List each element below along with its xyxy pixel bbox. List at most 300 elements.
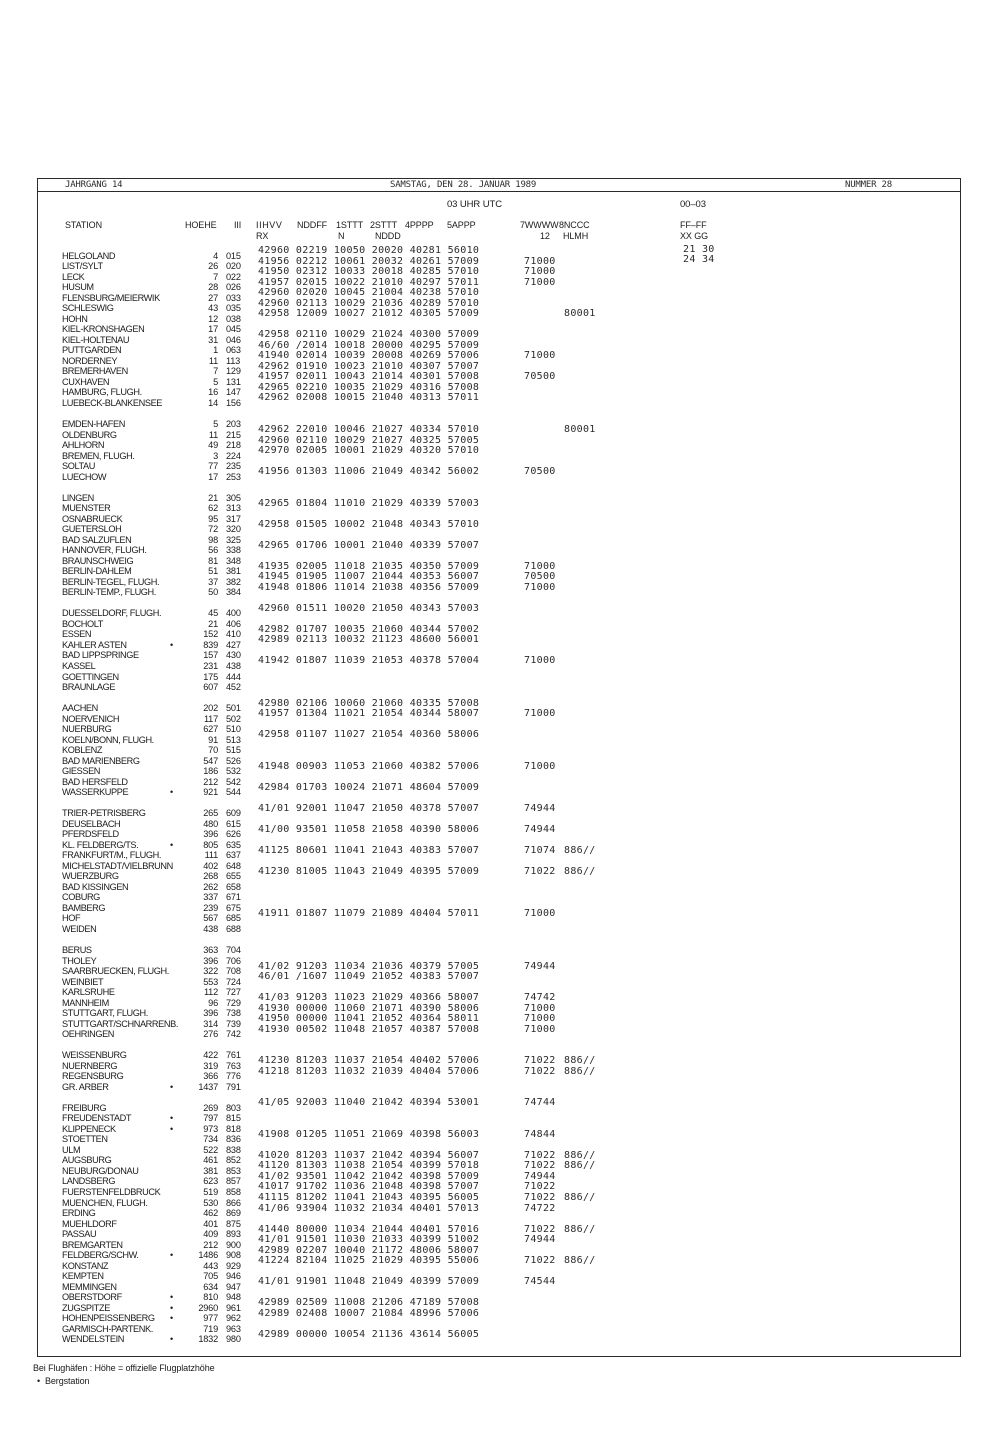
station-height: 81 bbox=[208, 555, 218, 566]
weather-group: 71000 bbox=[524, 655, 556, 667]
station-height: 7 bbox=[213, 271, 218, 282]
station-row bbox=[0, 1271, 1000, 1282]
station-name: KONSTANZ bbox=[62, 1260, 109, 1271]
station-name: MUENSTER bbox=[62, 503, 111, 514]
synop-report: 41956 01303 11006 21049 40342 56002 bbox=[258, 466, 480, 478]
station-number: 253 bbox=[226, 471, 241, 482]
station-row bbox=[0, 493, 1000, 504]
station-number: 836 bbox=[226, 1134, 241, 1145]
station-number: 893 bbox=[226, 1229, 241, 1240]
synop-report: 41/06 93904 11032 21034 40401 57013 bbox=[258, 1202, 480, 1214]
column-header-group: 2STTT bbox=[370, 220, 398, 230]
station-number: 908 bbox=[226, 1250, 241, 1261]
station-number: 384 bbox=[226, 587, 241, 598]
station-height: 567 bbox=[203, 913, 218, 924]
station-number: 033 bbox=[226, 292, 241, 303]
station-row bbox=[0, 1113, 1000, 1124]
station-name: CUXHAVEN bbox=[62, 376, 110, 387]
station-name: SOLTAU bbox=[62, 461, 95, 472]
synop-report: 41125 80601 11041 21043 40383 57007 bbox=[258, 844, 480, 856]
cloud-group: 886// bbox=[564, 1065, 596, 1077]
station-name: WENDELSTEIN bbox=[62, 1334, 124, 1345]
weather-group: 71022 bbox=[524, 865, 556, 877]
station-name: GUETERSLOH bbox=[62, 524, 122, 535]
station-row bbox=[0, 882, 1000, 893]
station-height: 265 bbox=[203, 808, 218, 819]
gust-period: 00–03 bbox=[680, 199, 706, 210]
station-height: 4 bbox=[213, 250, 218, 261]
station-name: ULM bbox=[62, 1144, 81, 1155]
cloud-group: 886// bbox=[564, 1160, 596, 1172]
weather-group: 71022 bbox=[524, 1149, 556, 1161]
synop-report: 42958 02110 10029 21024 40300 57009 bbox=[258, 329, 480, 341]
station-height: 1 bbox=[213, 345, 218, 356]
synop-report: 41948 00903 11053 21060 40382 57006 bbox=[258, 760, 480, 772]
station-name: LUEBECK-BLANKENSEE bbox=[62, 397, 163, 408]
observation-time: 03 UHR UTC bbox=[447, 199, 502, 210]
station-number: 729 bbox=[226, 997, 241, 1008]
station-number: 635 bbox=[226, 839, 241, 850]
column-header-station: STATION bbox=[65, 220, 102, 230]
synop-report: 42989 00000 10054 21136 43614 56005 bbox=[258, 1328, 480, 1340]
station-height: 810 bbox=[203, 1292, 218, 1303]
synop-report: 41/05 92003 11040 21042 40394 53001 bbox=[258, 1097, 480, 1109]
station-height: 112 bbox=[203, 987, 218, 998]
station-name: LANDSBERG bbox=[62, 1176, 116, 1187]
synop-report: 41/02 91203 11034 21036 40379 57005 bbox=[258, 960, 480, 972]
weather-group: 71022 bbox=[524, 1181, 556, 1193]
station-height: 212 bbox=[203, 1239, 218, 1250]
station-height: 5 bbox=[213, 419, 218, 430]
station-row bbox=[0, 1192, 1000, 1209]
station-height: 31 bbox=[208, 334, 218, 345]
station-height: 276 bbox=[203, 1029, 218, 1040]
station-height: 96 bbox=[208, 997, 218, 1008]
station-name: STUTTGART/SCHNARRENB. bbox=[62, 1018, 178, 1029]
station-height: 734 bbox=[203, 1134, 218, 1145]
synop-report: 41230 81203 11037 21054 40402 57006 bbox=[258, 1055, 480, 1067]
station-height: 719 bbox=[203, 1323, 218, 1334]
station-row bbox=[0, 619, 1000, 630]
station-number: 038 bbox=[226, 313, 241, 324]
weather-group: 74742 bbox=[524, 992, 556, 1004]
station-name: AHLHORN bbox=[62, 440, 105, 451]
synop-report: 41940 02014 10039 20008 40269 57006 bbox=[258, 350, 480, 362]
station-number: 947 bbox=[226, 1281, 241, 1292]
station-height: 627 bbox=[203, 724, 218, 735]
synop-report: 41440 80000 11034 21044 40401 57016 bbox=[258, 1223, 480, 1235]
station-row bbox=[0, 745, 1000, 756]
synop-report: 42960 02219 10050 20020 40281 56010 bbox=[258, 245, 480, 257]
station-height: 1437 bbox=[198, 1081, 218, 1092]
station-height: 269 bbox=[203, 1102, 218, 1113]
station-name: GIESSEN bbox=[62, 766, 101, 777]
station-number: 430 bbox=[226, 650, 241, 661]
station-name: PFERDSFELD bbox=[62, 829, 119, 840]
station-height: 2960 bbox=[198, 1302, 218, 1313]
station-number: 022 bbox=[226, 271, 241, 282]
station-number: 129 bbox=[226, 366, 241, 377]
station-height: 28 bbox=[208, 282, 218, 293]
station-number: 317 bbox=[226, 513, 241, 524]
station-height: 202 bbox=[203, 703, 218, 714]
station-height: 422 bbox=[203, 1050, 218, 1061]
station-height: 381 bbox=[203, 1165, 218, 1176]
station-number: 818 bbox=[226, 1123, 241, 1134]
synop-report: 41942 01807 11039 21053 40378 57004 bbox=[258, 655, 480, 667]
synop-report: 41020 81203 11037 21042 40394 56007 bbox=[258, 1149, 480, 1161]
station-name: KAHLER ASTEN bbox=[62, 639, 127, 650]
station-height: 461 bbox=[203, 1155, 218, 1166]
mountain-symbol: • bbox=[37, 1376, 41, 1386]
station-height: 522 bbox=[203, 1144, 218, 1155]
station-name: WEIDEN bbox=[62, 923, 97, 934]
synop-report: 41218 81203 11032 21039 40404 57006 bbox=[258, 1065, 480, 1077]
weather-group: 74944 bbox=[524, 823, 556, 835]
station-number: 706 bbox=[226, 955, 241, 966]
station-name: KOELN/BONN, FLUGH. bbox=[62, 734, 154, 745]
station-height: 337 bbox=[203, 892, 218, 903]
cloud-group: 80001 bbox=[564, 424, 596, 436]
station-number: 688 bbox=[226, 923, 241, 934]
synop-report: 46/60 /2014 10018 20000 40295 57009 bbox=[258, 339, 480, 351]
station-row bbox=[0, 724, 1000, 735]
weather-group: 71000 bbox=[524, 907, 556, 919]
station-number: 962 bbox=[226, 1313, 241, 1324]
synop-report: 42962 01910 10023 21010 40307 57007 bbox=[258, 360, 480, 372]
station-number: 235 bbox=[226, 461, 241, 472]
station-height: 322 bbox=[203, 966, 218, 977]
station-number: 325 bbox=[226, 534, 241, 545]
weather-group: 74844 bbox=[524, 1128, 556, 1140]
station-height: 37 bbox=[208, 576, 218, 587]
station-name: GARMISCH-PARTENK. bbox=[62, 1323, 153, 1334]
synop-report: 42965 01804 11010 21029 40339 57003 bbox=[258, 497, 480, 509]
station-row bbox=[0, 1292, 1000, 1303]
station-name: PUTTGARDEN bbox=[62, 345, 122, 356]
station-number: 526 bbox=[226, 755, 241, 766]
station-name: COBURG bbox=[62, 892, 100, 903]
station-name: STOETTEN bbox=[62, 1134, 108, 1145]
station-number: 348 bbox=[226, 555, 241, 566]
station-number: 320 bbox=[226, 524, 241, 535]
station-height: 262 bbox=[203, 881, 218, 892]
station-row bbox=[0, 987, 1000, 998]
station-name: HANNOVER, FLUGH. bbox=[62, 545, 147, 556]
synop-report: 41/01 91501 11030 21033 40399 51002 bbox=[258, 1234, 480, 1246]
station-height: 314 bbox=[203, 1018, 218, 1029]
synop-report: 41957 02011 10043 21014 40301 57008 bbox=[258, 371, 480, 383]
station-name: NOERVENICH bbox=[62, 713, 120, 724]
station-number: 858 bbox=[226, 1186, 241, 1197]
station-number: 763 bbox=[226, 1060, 241, 1071]
station-height: 43 bbox=[208, 303, 218, 314]
station-number: 502 bbox=[226, 713, 241, 724]
station-name: KARLSRUHE bbox=[62, 987, 115, 998]
synop-report: 42960 02113 10029 21036 40289 57010 bbox=[258, 297, 480, 309]
station-height: 91 bbox=[208, 734, 218, 745]
station-name: BAD SALZUFLEN bbox=[62, 534, 132, 545]
station-height: 547 bbox=[203, 755, 218, 766]
station-name: BREMGARTEN bbox=[62, 1239, 123, 1250]
synop-report: 42989 02113 10032 21123 48600 56001 bbox=[258, 634, 480, 646]
station-height: 70 bbox=[208, 745, 218, 756]
mountain-station-marker: • bbox=[170, 1302, 174, 1313]
station-height: 231 bbox=[203, 660, 218, 671]
station-name: NORDERNEY bbox=[62, 355, 118, 366]
station-number: 113 bbox=[226, 355, 241, 366]
station-number: 313 bbox=[226, 503, 241, 514]
station-row bbox=[0, 514, 1000, 525]
station-name: WEISSENBURG bbox=[62, 1050, 127, 1061]
synop-report: 41/00 93501 11058 21058 40390 58006 bbox=[258, 823, 480, 835]
synop-report: 42989 02408 10007 21084 48996 57006 bbox=[258, 1307, 480, 1319]
station-height: 396 bbox=[203, 955, 218, 966]
station-height: 1486 bbox=[198, 1250, 218, 1261]
cloud-group: 886// bbox=[564, 1255, 596, 1267]
station-name: MICHELSTADT/VIELBRUNN bbox=[62, 860, 173, 871]
station-number: 761 bbox=[226, 1050, 241, 1061]
column-subheader-ff: XX GG bbox=[680, 231, 709, 241]
weather-group: 71000 bbox=[524, 708, 556, 720]
station-number: 406 bbox=[226, 618, 241, 629]
station-name: LECK bbox=[62, 271, 85, 282]
station-row bbox=[0, 819, 1000, 830]
station-row bbox=[0, 1124, 1000, 1135]
mountain-station-marker: • bbox=[170, 1123, 174, 1134]
station-height: 396 bbox=[203, 1008, 218, 1019]
station-number: 382 bbox=[226, 576, 241, 587]
station-number: 203 bbox=[226, 419, 241, 430]
station-number: 791 bbox=[226, 1081, 241, 1092]
station-height: 95 bbox=[208, 513, 218, 524]
station-number: 501 bbox=[226, 703, 241, 714]
station-name: THOLEY bbox=[62, 955, 97, 966]
station-row bbox=[0, 682, 1000, 693]
synop-report: 41956 02212 10061 20032 40261 57009 bbox=[258, 255, 480, 267]
station-name: HUSUM bbox=[62, 282, 94, 293]
weather-group: 74944 bbox=[524, 1234, 556, 1246]
station-number: 035 bbox=[226, 303, 241, 314]
station-number: 803 bbox=[226, 1102, 241, 1113]
weather-group: 71000 bbox=[524, 255, 556, 267]
station-name: MANNHEIM bbox=[62, 997, 109, 1008]
station-height: 438 bbox=[203, 923, 218, 934]
station-name: MEMMINGEN bbox=[62, 1281, 117, 1292]
station-height: 5 bbox=[213, 376, 218, 387]
synop-report: 41120 81303 11038 21054 40399 57018 bbox=[258, 1160, 480, 1172]
station-name: DUESSELDORF, FLUGH. bbox=[62, 608, 162, 619]
station-name: HOHENPEISSENBERG bbox=[62, 1313, 155, 1324]
station-height: 45 bbox=[208, 608, 218, 619]
station-row bbox=[0, 1145, 1000, 1156]
station-number: 338 bbox=[226, 545, 241, 556]
station-number: 671 bbox=[226, 892, 241, 903]
cloud-group: 886// bbox=[564, 865, 596, 877]
station-name: GR. ARBER bbox=[62, 1081, 109, 1092]
cloud-group: 886// bbox=[564, 1192, 596, 1203]
station-number: 045 bbox=[226, 324, 241, 335]
station-number: 685 bbox=[226, 913, 241, 924]
station-height: 839 bbox=[203, 639, 218, 650]
station-number: 675 bbox=[226, 902, 241, 913]
station-name: FREIBURG bbox=[62, 1102, 107, 1113]
synop-report: 42962 22010 10046 21027 40334 57010 bbox=[258, 424, 480, 436]
station-name: EMDEN-HAFEN bbox=[62, 419, 125, 430]
station-number: 946 bbox=[226, 1271, 241, 1282]
weather-group: 71022 bbox=[524, 1192, 556, 1203]
mountain-station-marker: • bbox=[170, 839, 174, 850]
column-header-group: IIHVV bbox=[256, 220, 283, 230]
station-name: KASSEL bbox=[62, 660, 96, 671]
station-row bbox=[0, 1324, 1000, 1335]
station-number: 961 bbox=[226, 1302, 241, 1313]
station-height: 3 bbox=[213, 450, 218, 461]
station-name: AACHEN bbox=[62, 703, 98, 714]
station-height: 921 bbox=[203, 787, 218, 798]
station-height: 72 bbox=[208, 524, 218, 535]
station-number: 838 bbox=[226, 1144, 241, 1155]
station-row bbox=[0, 556, 1000, 567]
station-height: 239 bbox=[203, 902, 218, 913]
station-height: 62 bbox=[208, 503, 218, 514]
synop-report: 41930 00502 11048 21057 40387 57008 bbox=[258, 1023, 480, 1035]
station-name: GOETTINGEN bbox=[62, 671, 119, 682]
station-height: 27 bbox=[208, 292, 218, 303]
station-number: 658 bbox=[226, 881, 241, 892]
station-number: 513 bbox=[226, 734, 241, 745]
mountain-station-marker: • bbox=[170, 1250, 174, 1261]
station-number: 510 bbox=[226, 724, 241, 735]
station-name: OEHRINGEN bbox=[62, 1029, 115, 1040]
cloud-group: 886// bbox=[564, 1223, 596, 1235]
gust-group: 24 34 bbox=[683, 254, 715, 266]
station-number: 020 bbox=[226, 261, 241, 272]
station-height: 21 bbox=[208, 492, 218, 503]
weather-group: 71000 bbox=[524, 276, 556, 288]
issue-date: SAMSTAG, DEN 28. JANUAR 1989 bbox=[390, 180, 537, 190]
column-header-ww: 7WWWW bbox=[520, 220, 559, 230]
station-name: AUGSBURG bbox=[62, 1155, 112, 1166]
station-height: 409 bbox=[203, 1229, 218, 1240]
station-height: 363 bbox=[203, 945, 218, 956]
station-name: LUECHOW bbox=[62, 471, 107, 482]
column-subheader-n: N bbox=[338, 231, 345, 241]
station-name: PASSAU bbox=[62, 1229, 97, 1240]
synop-report: 41/03 91203 11023 21029 40366 58007 bbox=[258, 992, 480, 1004]
station-name: HOF bbox=[62, 913, 81, 924]
station-number: 532 bbox=[226, 766, 241, 777]
station-height: 117 bbox=[203, 713, 218, 724]
station-name: LIST/SYLT bbox=[62, 261, 103, 272]
station-number: 866 bbox=[226, 1197, 241, 1208]
station-name: BOCHOLT bbox=[62, 618, 103, 629]
station-height: 634 bbox=[203, 1281, 218, 1292]
weather-group: 71022 bbox=[524, 1255, 556, 1267]
station-height: 530 bbox=[203, 1197, 218, 1208]
station-name: NUERBURG bbox=[62, 724, 112, 735]
weather-group: 74744 bbox=[524, 1097, 556, 1109]
station-number: 218 bbox=[226, 440, 241, 451]
station-number: 980 bbox=[226, 1334, 241, 1345]
station-row bbox=[0, 535, 1000, 546]
station-name: BERLIN-TEGEL, FLUGH. bbox=[62, 576, 160, 587]
station-number: 637 bbox=[226, 850, 241, 861]
station-row bbox=[0, 697, 1000, 714]
station-number: 615 bbox=[226, 818, 241, 829]
synop-report: 41230 81005 11043 21049 40395 57009 bbox=[258, 865, 480, 877]
mountain-station-marker: • bbox=[170, 1313, 174, 1324]
station-number: 438 bbox=[226, 660, 241, 671]
synop-report: 42970 02005 10001 21029 40320 57010 bbox=[258, 445, 480, 457]
cloud-group: 886// bbox=[564, 1055, 596, 1067]
station-height: 175 bbox=[203, 671, 218, 682]
station-number: 544 bbox=[226, 787, 241, 798]
station-name: BERLIN-TEMP., FLUGH. bbox=[62, 587, 156, 598]
station-number: 724 bbox=[226, 976, 241, 987]
station-name: KIEL-KRONSHAGEN bbox=[62, 324, 145, 335]
station-row bbox=[0, 956, 1000, 967]
station-name: BAD KISSINGEN bbox=[62, 881, 129, 892]
synop-report: 42962 02008 10015 21040 40313 57011 bbox=[258, 392, 480, 404]
station-height: 98 bbox=[208, 534, 218, 545]
station-number: 900 bbox=[226, 1239, 241, 1250]
weather-group: 71000 bbox=[524, 581, 556, 593]
weather-group: 74944 bbox=[524, 802, 556, 814]
synop-report: 42960 01511 10020 21050 40343 57003 bbox=[258, 602, 480, 614]
station-name: DEUSELBACH bbox=[62, 818, 121, 829]
station-number: 857 bbox=[226, 1176, 241, 1187]
mountain-station-marker: • bbox=[170, 639, 174, 650]
station-number: 427 bbox=[226, 639, 241, 650]
station-number: 542 bbox=[226, 776, 241, 787]
station-name: BERUS bbox=[62, 945, 92, 956]
synop-report: 41/02 93501 11042 21042 40398 57009 bbox=[258, 1170, 480, 1182]
station-name: KOBLENZ bbox=[62, 745, 103, 756]
synop-report: 42982 01707 10035 21060 40344 57002 bbox=[258, 623, 480, 635]
station-height: 402 bbox=[203, 860, 218, 871]
station-name: FUERSTENFELDBRUCK bbox=[62, 1186, 161, 1197]
station-name: OLDENBURG bbox=[62, 429, 117, 440]
station-height: 111 bbox=[204, 850, 218, 861]
synop-report: 42965 02210 10035 21029 40316 57008 bbox=[258, 381, 480, 393]
synop-report: 41935 02005 11018 21035 40350 57009 bbox=[258, 560, 480, 572]
station-name: MUENCHEN, FLUGH. bbox=[62, 1197, 148, 1208]
station-height: 157 bbox=[203, 650, 218, 661]
station-name: REGENSBURG bbox=[62, 1071, 124, 1082]
synop-report: 41911 01807 11079 21089 40404 57011 bbox=[258, 907, 480, 919]
station-number: 776 bbox=[226, 1071, 241, 1082]
station-height: 77 bbox=[208, 461, 218, 472]
station-height: 17 bbox=[208, 324, 218, 335]
column-header-group: 4PPPP bbox=[405, 220, 434, 230]
synop-report: 42958 01107 11027 21054 40360 58006 bbox=[258, 729, 480, 741]
station-name: FLENSBURG/MEIERWIK bbox=[62, 292, 160, 303]
station-name: TRIER-PETRISBERG bbox=[62, 808, 146, 819]
station-number: 742 bbox=[226, 1029, 241, 1040]
station-height: 21 bbox=[208, 618, 218, 629]
station-number: 852 bbox=[226, 1155, 241, 1166]
station-number: 131 bbox=[226, 376, 241, 387]
synop-report: 41950 02312 10033 20018 40285 57010 bbox=[258, 266, 480, 278]
station-name: HAMBURG, FLUGH. bbox=[62, 387, 142, 398]
synop-report: 41930 00000 11060 21071 40390 58006 bbox=[258, 1002, 480, 1014]
station-height: 11 bbox=[208, 429, 218, 440]
station-number: 626 bbox=[226, 829, 241, 840]
station-number: 704 bbox=[226, 945, 241, 956]
station-height: 14 bbox=[208, 397, 218, 408]
station-height: 186 bbox=[203, 766, 218, 777]
